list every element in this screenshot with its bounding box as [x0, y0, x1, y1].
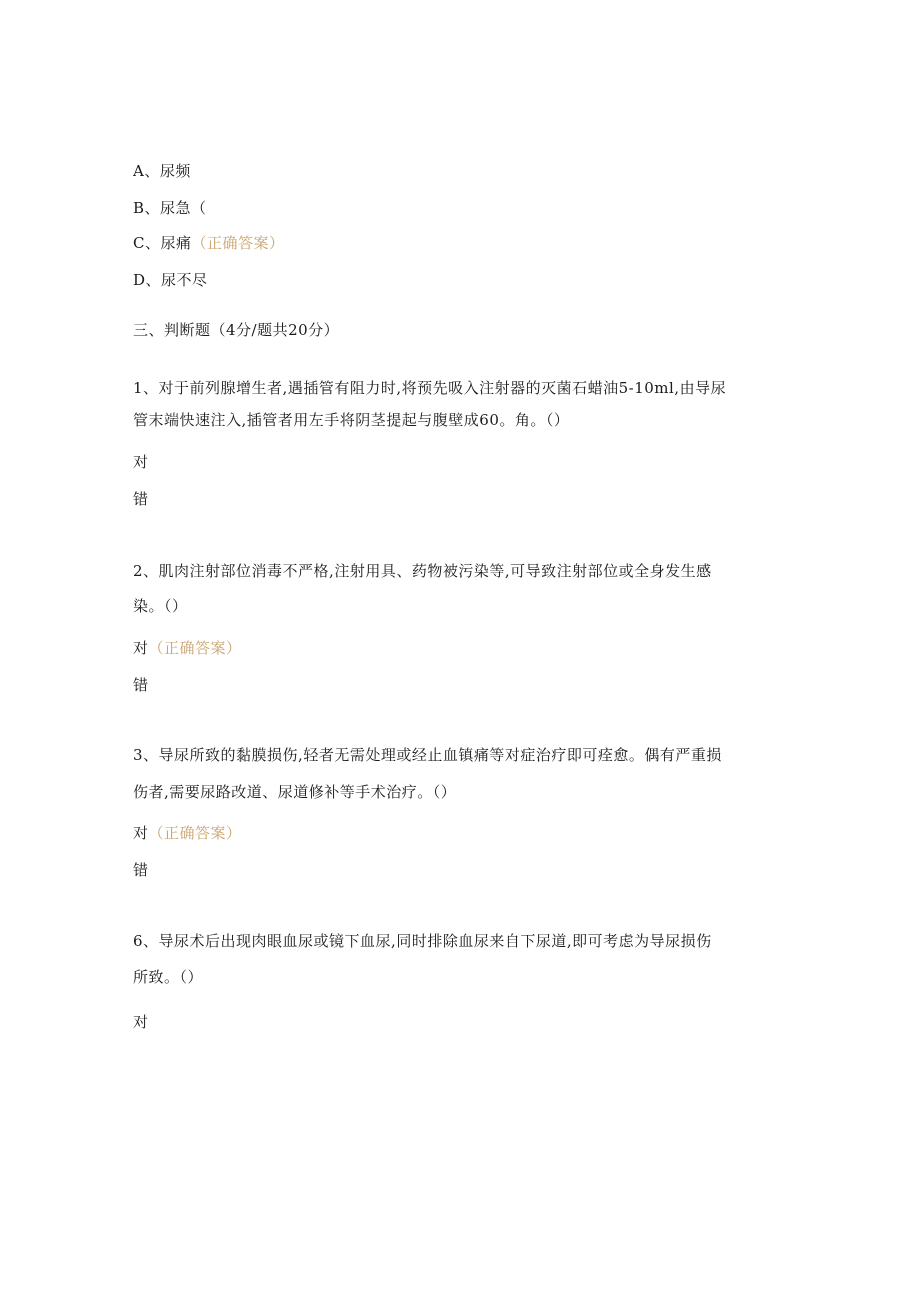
- question-6-line-1: 6、导尿术后出现肉眼血尿或镜下血尿,同时排除血尿来自下尿道,即可考虑为导尿损伤: [133, 932, 712, 950]
- question-3-option-true: [133, 823, 242, 843]
- option-a: [133, 161, 191, 181]
- question-1-line-1: 1、对于前列腺增生者,遇插管有阻力时,将预先吸入注射器的灭菌石蜡油5-10ml,由导尿: [133, 379, 727, 397]
- question-1-line-2: 管末端快速注入,插管者用左手将阴茎提起与腹壁成60。角。（）: [133, 411, 570, 429]
- question-1-option-false: [133, 489, 149, 509]
- option-label: A、尿频: [133, 162, 191, 180]
- question-2-option-false: [133, 675, 149, 695]
- question-6-option-true: [133, 1012, 149, 1032]
- question-2-line-1: 2、肌肉注射部位消毒不严格,注射用具、药物被污染等,可导致注射部位或全身发生感: [133, 562, 712, 580]
- question-2-line-2: 染。（）: [133, 597, 188, 615]
- option-label: 错: [133, 861, 149, 879]
- option-label: 错: [133, 490, 149, 508]
- option-label: 错: [133, 676, 149, 694]
- option-d: [133, 270, 208, 290]
- option-b: [133, 198, 207, 218]
- option-c: [133, 233, 285, 253]
- question-3-option-false: [133, 860, 149, 880]
- question-3-line-1: 3、导尿所致的黏膜损伤,轻者无需处理或经止血镇痛等对症治疗即可痊愈。偶有严重损: [133, 746, 722, 764]
- correct-answer-tag: （正确答案）: [191, 234, 285, 252]
- option-label: B、尿急（: [133, 199, 207, 217]
- option-label: 对: [133, 453, 149, 471]
- option-label: 对: [133, 1013, 149, 1031]
- question-3-line-2: 伤者,需要尿路改道、尿道修补等手术治疗。（）: [133, 783, 457, 801]
- option-label: 对: [133, 824, 149, 842]
- question-2-option-true: [133, 638, 242, 658]
- option-label: D、尿不尽: [133, 271, 208, 289]
- correct-answer-tag: （正确答案）: [148, 639, 242, 657]
- option-label: C、尿痛: [133, 234, 192, 252]
- correct-answer-tag: （正确答案）: [148, 824, 242, 842]
- question-1-option-true: [133, 452, 149, 472]
- option-label: 对: [133, 639, 149, 657]
- question-6-line-2: 所致。（）: [133, 968, 204, 986]
- section-heading: 三、判断题（4分/题共20分）: [133, 321, 340, 339]
